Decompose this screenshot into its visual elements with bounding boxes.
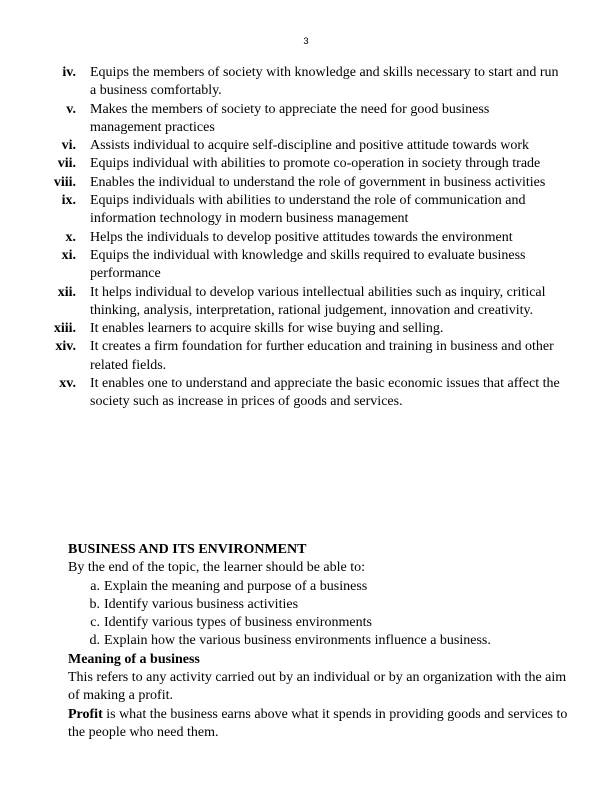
list-item-text: Helps the individuals to develop positive attitudes towards the environment	[90, 229, 513, 245]
objective-item	[68, 632, 578, 650]
objective-item	[68, 596, 578, 614]
profit-definition	[68, 706, 578, 743]
list-item-number: viii.	[53, 174, 76, 190]
meaning-heading: Meaning of a business	[68, 651, 200, 667]
list-item-number: xii.	[57, 284, 76, 300]
objective-text: Explain how the various business environments influence a business.	[104, 633, 491, 649]
objective-text: Explain the meaning and purpose of a business	[104, 578, 368, 594]
list-item	[0, 229, 612, 247]
list-item-text: It enables learners to acquire skills for wise buying and selling.	[90, 321, 444, 337]
objective-letter: a.	[90, 578, 100, 594]
list-item	[0, 192, 612, 229]
section-title: BUSINESS AND ITS ENVIRONMENT	[68, 542, 307, 557]
list-item-number: xiv.	[55, 339, 76, 355]
list-item-number: v.	[66, 101, 76, 117]
list-item	[0, 137, 612, 155]
meaning-text: This refers to any activity carried out by an individual or by an organization with the aim of making a profit.	[68, 670, 567, 704]
objective-letter: b.	[89, 596, 100, 612]
list-item-text: Enables the individual to understand the role of government in business activities	[90, 174, 546, 190]
list-item-number: xiii.	[53, 321, 76, 337]
objectives-roman-list	[0, 64, 612, 412]
business-environment-section	[68, 541, 578, 742]
list-item-number: xi.	[61, 247, 76, 263]
list-item-number: iv.	[62, 65, 76, 80]
page-number: 3	[303, 36, 309, 47]
list-item-number: xv.	[59, 376, 76, 392]
list-item-number: x.	[65, 229, 76, 245]
objective-letter: c.	[90, 615, 100, 631]
objective-letter: d.	[89, 633, 100, 649]
list-item	[0, 375, 612, 412]
list-item-text: It creates a firm foundation for further education and training in business and other related fields.	[90, 339, 554, 373]
profit-text: is what the business earns above what it spends in providing goods and services to the people who need them.	[68, 706, 568, 740]
list-item-text: Equips the individual with knowledge and skills required to evaluate business performance	[90, 247, 526, 282]
list-item-text: Makes the members of society to appreciate the need for good business management practices	[90, 101, 490, 135]
list-item	[0, 64, 612, 101]
list-item	[0, 284, 612, 321]
list-item	[0, 174, 612, 192]
learning-objectives-list	[68, 578, 578, 651]
list-item-text: Assists individual to acquire self-discipline and positive attitude towards work	[90, 138, 529, 154]
list-item-text: It enables one to understand and appreciate the basic economic issues that affect the society such as increase in prices of goods and services.	[90, 376, 560, 410]
list-item	[0, 101, 612, 138]
objective-item	[68, 614, 578, 632]
list-item-number: vii.	[57, 156, 76, 172]
list-item	[0, 320, 612, 338]
objective-item	[68, 578, 578, 596]
profit-term: Profit	[68, 706, 103, 722]
section-intro: By the end of the topic, the learner should be able to:	[68, 560, 366, 576]
objective-text: Identify various business activities	[104, 596, 299, 612]
objective-text: Identify various types of business environments	[104, 615, 372, 631]
list-item-text: It helps individual to develop various intellectual abilities such as inquiry, critical thinking, analysis, interpretation, rational judgement, innovation and creativity.	[90, 284, 546, 318]
list-item-text: Equips individuals with abilities to understand the role of communication and information technology in modern business management	[90, 193, 526, 227]
list-item-text: Equips individual with abilities to promote co-operation in society through trade	[90, 156, 541, 172]
list-item	[0, 247, 612, 284]
list-item-number: vi.	[61, 138, 76, 154]
list-item	[0, 338, 612, 375]
list-item-number: ix.	[61, 193, 76, 209]
list-item-text: Equips the members of society with knowledge and skills necessary to start and run a business comfortably.	[90, 65, 559, 99]
list-item	[0, 155, 612, 173]
